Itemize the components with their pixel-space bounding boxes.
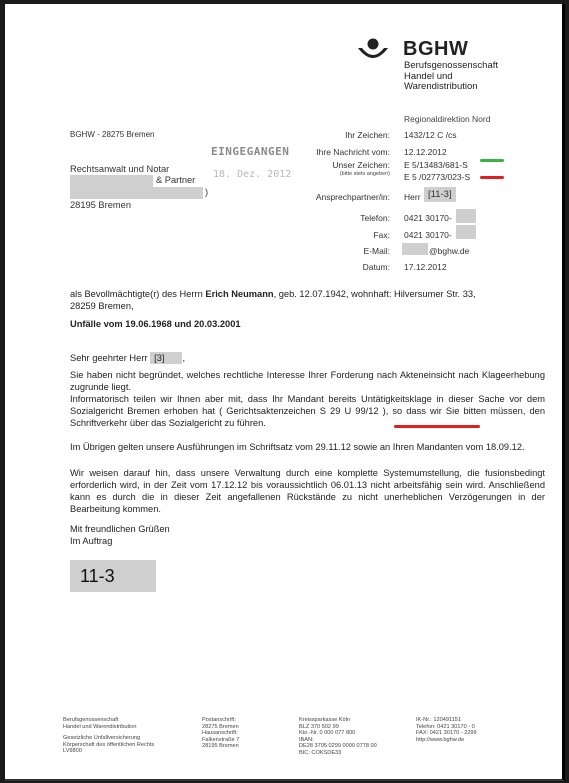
received-stamp-date: 18. Dez. 2012 [213,169,292,180]
value-ansprechpartner: Herr [404,192,421,202]
value-unser-zeichen-2: E 5 /02773/023-S [404,172,471,182]
letter-page [5,4,565,781]
green-highlight-mark [480,159,504,162]
redaction-block [456,209,476,223]
paragraph-2: Informatorisch teilen wir Ihnen aber mit, dass Ihr Mandant bereits Untätigkeitsklage in dieser Sache vor dem Sozialgericht Bremen erhoben hat ( Gerichtsaktenzeichen S 29 U 99/12 ), so dass wir Sie bitten müssen, den Schriftverkehr über das Sozialgericht zu führen. [70,394,545,428]
value-datum: 17.12.2012 [404,262,447,272]
redaction-block [70,175,153,187]
salutation-tag: [3] [150,352,182,364]
paragraph-3: Im Übrigen gelten unsere Ausführungen im Schriftsatz vom 29.11.12 sowie an Ihren Mandanten vom 18.09.12. [70,442,525,452]
client-name: Erich Neumann [205,289,274,299]
intro-line1: als Bevollmächtigte(r) des Herrn Erich Neumann, geb. 12.07.1942, wohnhaft: Hilversumer Str. 33, [70,289,476,299]
recipient-city: 28195 Bremen [70,200,131,210]
signature-redaction: 11-3 [70,560,156,592]
value-email: @bghw.de [429,246,470,256]
intro-line2: 28259 Bremen, [70,301,134,311]
label-datum: Datum: [362,262,390,272]
closing-line1: Mit freundlichen Grüßen [70,524,170,534]
footer-col-2: Postanschrift: 28275 Bremen Hausanschrift: Falkenstraße 7 28195 Bremen [202,717,240,750]
website-link: http://www.bghw.de [416,736,465,743]
red-underline-mark [394,425,480,428]
salutation: Sehr geehrter Herr [3] , [70,353,186,363]
regional-office: Regionaldirektion Nord [404,114,491,124]
redaction-block [70,187,203,199]
footer-col-1: Berufsgenossenschaft Handel und Warendistribution Gesetzliche Unfallversicherung Körperschaft des öffentlichen Rechts LV9800 [63,717,155,755]
paragraph-4: Wir weisen darauf hin, dass unsere Verwaltung durch eine komplette Systemumstellung, die fusionsbedingt erforderlich wird, in der Zeit vom 17.12.12 bis voraussichtlich 06.01.13 nicht arbeitsfähig sein wird. Anschließend kann es durch die in dieser Zeit angefallenen Rückstände zu nicht unerheblichen Verzögerungen in der Bearbeitung kommen. [70,468,545,514]
value-ihr-zeichen: 1432/12 C /cs [404,130,457,140]
recipient-paren: ) [205,187,209,197]
label-ihr-zeichen: Ihr Zeichen: [345,130,390,140]
footer-col-3: Kreissparkasse Köln BLZ 370 502 99 Kto.-Nr. 0 000 077 800 IBAN: DE28 3705 0299 0000 0778 00 BIC: COKSDE33 [299,717,377,756]
sender-line: BGHW - 28275 Bremen [70,130,155,139]
received-stamp: EINGEGANGEN [211,145,290,158]
value-fax: 0421 30170- [404,230,452,240]
value-telefon: 0421 30170- [404,213,452,223]
bghw-logo-icon [357,38,389,64]
logo-subtitle: Berufsgenossenschaft Handel und Warendistribution [404,60,499,92]
recipient-line1: Rechtsanwalt und Notar [70,164,170,174]
label-telefon: Telefon: [360,213,390,223]
redaction-block [456,225,476,239]
subject-line: Unfälle vom 19.06.1968 und 20.03.2001 [70,319,241,329]
logo-wordmark: BGHW [403,38,469,60]
label-fax: Fax: [373,230,390,240]
label-ansprechpartner: Ansprechpartner/in: [315,192,390,202]
red-highlight-mark [480,176,504,179]
value-nachricht: 12.12.2012 [404,147,447,157]
value-unser-zeichen-1: E 5/13483/681-S [404,160,468,170]
redaction-block [402,243,428,255]
label-nachricht: Ihre Nachricht vom: [316,147,390,157]
ansprechpartner-tag: [11-3] [424,187,456,202]
label-email: E-Mail: [363,246,390,256]
unser-zeichen-note: (bitte stets angeben) [339,171,390,177]
footer-col-4: IK-Nr.: 120491151 Telefon: 0421 30170 - 0 FAX: 0421 30170 - 2299 http://www.bghw.de [416,717,477,743]
recipient-partner: & Partner [156,175,196,185]
label-unser-zeichen: Unser Zeichen: [332,160,390,170]
closing-line2: Im Auftrag [70,536,113,546]
paragraph-1: Sie haben nicht begründet, welches rechtliche Interesse Ihrer Forderung nach Akteneinsicht nach Klageerhebung zugrunde liegt. [70,370,545,392]
